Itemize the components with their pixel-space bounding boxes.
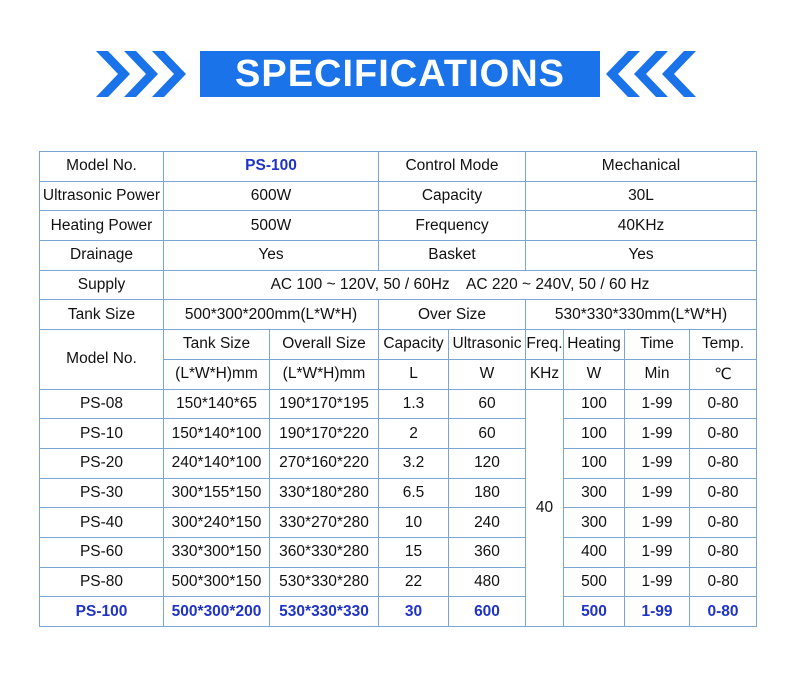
table-row [40, 448, 757, 478]
tank-size-value: 500*300*200mm(L*W*H) [164, 300, 379, 330]
column-header: Heating [564, 330, 625, 360]
heating-cell: 100 [564, 448, 625, 478]
over-size-label: Over Size [379, 300, 526, 330]
unit-label: W [564, 359, 625, 389]
column-header: Tank Size [164, 330, 270, 360]
capacity-cell: 22 [379, 567, 449, 597]
temp-cell: 0-80 [690, 448, 757, 478]
overall-size-cell: 190*170*220 [270, 419, 379, 449]
time-cell: 1-99 [625, 448, 690, 478]
spec-row-power [40, 181, 757, 211]
model-column-header: Model No. [40, 330, 164, 389]
overall-size-cell: 330*270*280 [270, 508, 379, 538]
model-table-header [40, 330, 757, 360]
model-cell: PS-80 [40, 567, 164, 597]
model-cell: PS-60 [40, 537, 164, 567]
supply-value: AC 100 ~ 120V, 50 / 60Hz AC 220 ~ 240V, 50 / 60 Hz [164, 270, 757, 300]
ultrasonic-cell: 240 [449, 508, 526, 538]
frequency-value: 40KHz [526, 211, 757, 241]
heating-cell: 400 [564, 537, 625, 567]
capacity-cell: 15 [379, 537, 449, 567]
tank-size-cell: 500*300*150 [164, 567, 270, 597]
heating-cell: 100 [564, 389, 625, 419]
control-mode-label: Control Mode [379, 152, 526, 182]
temp-cell: 0-80 [690, 419, 757, 449]
capacity-cell: 3.2 [379, 448, 449, 478]
control-mode-value: Mechanical [526, 152, 757, 182]
capacity-value: 30L [526, 181, 757, 211]
capacity-label: Capacity [379, 181, 526, 211]
time-cell: 1-99 [625, 478, 690, 508]
specifications-table [39, 151, 757, 627]
ultrasonic-cell: 480 [449, 567, 526, 597]
ultrasonic-cell: 60 [449, 389, 526, 419]
capacity-cell: 10 [379, 508, 449, 538]
tank-size-cell: 330*300*150 [164, 537, 270, 567]
table-row [40, 537, 757, 567]
temp-cell: 0-80 [690, 508, 757, 538]
drainage-value: Yes [164, 241, 379, 271]
ultrasonic-cell: 360 [449, 537, 526, 567]
column-header: Freq. [526, 330, 564, 360]
unit-label: KHz [526, 359, 564, 389]
time-cell: 1-99 [625, 597, 690, 627]
column-header: Ultrasonic [449, 330, 526, 360]
table-row [40, 508, 757, 538]
unit-label: W [449, 359, 526, 389]
ultrasonic-cell: 600 [449, 597, 526, 627]
time-cell: 1-99 [625, 508, 690, 538]
ultrasonic-power-value: 600W [164, 181, 379, 211]
time-cell: 1-99 [625, 389, 690, 419]
capacity-cell: 6.5 [379, 478, 449, 508]
overall-size-cell: 270*160*220 [270, 448, 379, 478]
model-cell: PS-30 [40, 478, 164, 508]
temp-cell: 0-80 [690, 567, 757, 597]
tank-size-cell: 300*240*150 [164, 508, 270, 538]
time-cell: 1-99 [625, 537, 690, 567]
tank-size-cell: 240*140*100 [164, 448, 270, 478]
page-title: SPECIFICATIONS [235, 52, 565, 95]
table-row [40, 567, 757, 597]
spec-row-heating [40, 211, 757, 241]
overall-size-cell: 190*170*195 [270, 389, 379, 419]
model-label: Model No. [40, 152, 164, 182]
overall-size-cell: 330*180*280 [270, 478, 379, 508]
model-cell: PS-20 [40, 448, 164, 478]
model-cell: PS-100 [40, 597, 164, 627]
chevrons-right-icon [96, 44, 192, 104]
time-cell: 1-99 [625, 419, 690, 449]
model-value: PS-100 [164, 152, 379, 182]
frequency-cell: 40 [526, 389, 564, 627]
heating-cell: 300 [564, 508, 625, 538]
unit-label: Min [625, 359, 690, 389]
spec-row-tank [40, 300, 757, 330]
title-box [200, 51, 600, 97]
temp-cell: 0-80 [690, 537, 757, 567]
unit-label: ℃ [690, 359, 757, 389]
table-row [40, 478, 757, 508]
heating-cell: 500 [564, 567, 625, 597]
heating-power-label: Heating Power [40, 211, 164, 241]
heating-cell: 100 [564, 419, 625, 449]
over-size-value: 530*330*330mm(L*W*H) [526, 300, 757, 330]
supply-label: Supply [40, 270, 164, 300]
tank-size-cell: 150*140*65 [164, 389, 270, 419]
drainage-label: Drainage [40, 241, 164, 271]
heating-cell: 300 [564, 478, 625, 508]
overall-size-cell: 360*330*280 [270, 537, 379, 567]
column-header: Capacity [379, 330, 449, 360]
table-row [40, 419, 757, 449]
heating-cell: 500 [564, 597, 625, 627]
specifications-banner [0, 44, 800, 104]
unit-label: (L*W*H)mm [164, 359, 270, 389]
tank-size-cell: 150*140*100 [164, 419, 270, 449]
unit-label: L [379, 359, 449, 389]
frequency-label: Frequency [379, 211, 526, 241]
tank-size-cell: 500*300*200 [164, 597, 270, 627]
column-header: Overall Size [270, 330, 379, 360]
temp-cell: 0-80 [690, 597, 757, 627]
ultrasonic-power-label: Ultrasonic Power [40, 181, 164, 211]
model-cell: PS-10 [40, 419, 164, 449]
capacity-cell: 2 [379, 419, 449, 449]
capacity-cell: 1.3 [379, 389, 449, 419]
model-cell: PS-08 [40, 389, 164, 419]
basket-value: Yes [526, 241, 757, 271]
spec-row-model [40, 152, 757, 182]
temp-cell: 0-80 [690, 389, 757, 419]
ultrasonic-cell: 120 [449, 448, 526, 478]
time-cell: 1-99 [625, 567, 690, 597]
ultrasonic-cell: 60 [449, 419, 526, 449]
spec-row-supply [40, 270, 757, 300]
table-row-highlighted [40, 597, 757, 627]
basket-label: Basket [379, 241, 526, 271]
ultrasonic-cell: 180 [449, 478, 526, 508]
unit-label: (L*W*H)mm [270, 359, 379, 389]
temp-cell: 0-80 [690, 478, 757, 508]
spec-row-drainage [40, 241, 757, 271]
chevrons-left-icon [606, 44, 702, 104]
overall-size-cell: 530*330*330 [270, 597, 379, 627]
overall-size-cell: 530*330*280 [270, 567, 379, 597]
tank-size-cell: 300*155*150 [164, 478, 270, 508]
tank-size-label: Tank Size [40, 300, 164, 330]
column-header: Temp. [690, 330, 757, 360]
column-header: Time [625, 330, 690, 360]
table-row [40, 389, 757, 419]
heating-power-value: 500W [164, 211, 379, 241]
model-cell: PS-40 [40, 508, 164, 538]
capacity-cell: 30 [379, 597, 449, 627]
